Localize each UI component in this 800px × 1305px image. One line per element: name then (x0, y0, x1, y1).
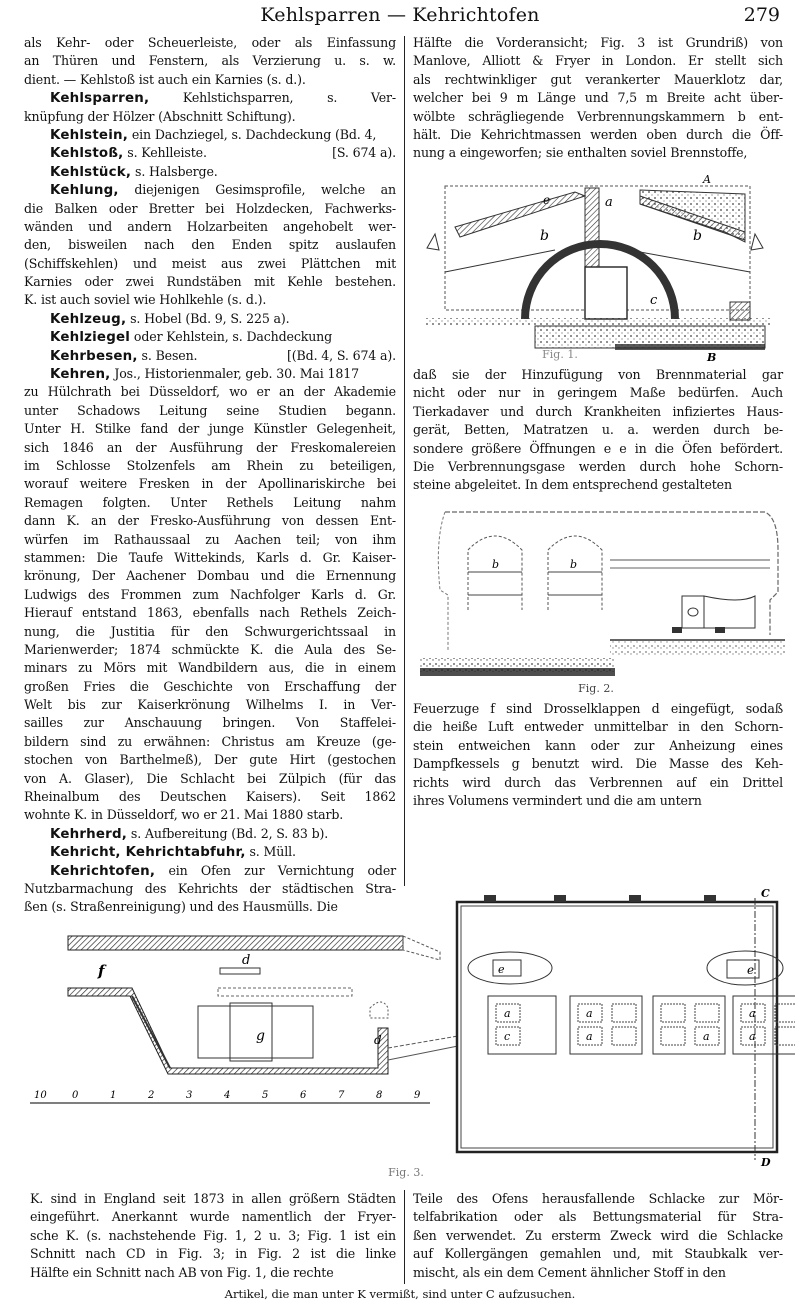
text-line (24, 144, 396, 162)
text-line: hält. Die Kehrichtmassen werden oben durch die Öff- (413, 126, 783, 142)
entry-continuation: [(Bd. 4, S. 674 a). (287, 347, 396, 363)
text-line: unter Schadows Leitung seine Studien begann. (24, 402, 396, 418)
fig3-label-e-right: e (747, 963, 755, 977)
scale-tick-label: 4 (224, 1090, 231, 1101)
entry-text: ein Ofen zur Vernichtung oder (155, 862, 396, 878)
text-line: Rheinalbum des Deutschen Kaisers). Seit 1862 (24, 789, 396, 805)
fig3-label-d-right: d (374, 1033, 382, 1047)
text-line: im Schlosse Stolzenfels am Rhein zu beteiligen, (24, 457, 396, 473)
entry-text: oder Kehlstein, s. Dachdeckung (130, 329, 333, 345)
figure-2-caption: Fig. 2. (578, 682, 614, 695)
fig1-label-e: e (543, 193, 551, 207)
right-column-text-mid (413, 366, 783, 495)
text-line: telfabrikation oder als Bettungsmaterial für Stra- (413, 1209, 783, 1225)
text-line: stein entweichen kann oder zur Anheizung eines (413, 737, 783, 753)
text-line: Teile des Ofens herausfallende Schlacke zur Mör- (413, 1191, 783, 1206)
entry-text: s. Aufbereitung (Bd. 2, S. 83 b). (127, 825, 329, 841)
text-line: stammen: Die Taufe Wittekinds, Karls d. Gr. Kaiser- (24, 549, 396, 565)
fig3-label-C: C (761, 887, 770, 900)
fig1-label-A: A (703, 173, 711, 186)
entry-text: s. Müll. (245, 844, 296, 860)
text-line: ihres Volumens vermindert und die am untern (413, 792, 702, 808)
left-column-text (24, 34, 396, 917)
text-line: Marienwerder; 1874 schmückte K. die Aula des Se- (24, 641, 396, 657)
text-line: ßen verwendet. Zu ersterm Zweck wird die Schlacke (413, 1227, 783, 1243)
opening-cell (695, 1004, 719, 1022)
text-line: Dampfkessels g benutzt wird. Die Masse des Keh- (413, 756, 783, 772)
text-line: Karnies oder zwei Rundstäben mit Kehle bestehen. (24, 274, 396, 290)
text-line: dient. — Kehlstoß ist auch ein Karnies (s. d.). (24, 71, 306, 87)
fig1-label-a: a (605, 195, 613, 210)
text-line: Remagen folgten. Unter Rethels Leitung nahm (24, 494, 396, 510)
entry-text: s. Kehlleiste. (123, 145, 207, 161)
text-line: dann K. an der Fresko-Ausführung von dessen Ent- (24, 513, 396, 529)
opening-cell (661, 1004, 685, 1022)
scale-tick-label: 2 (148, 1090, 155, 1101)
figure-3-caption: Fig. 3. (388, 1166, 424, 1179)
text-line: auf Kollergängen gemahlen und, mit Staubkalk ver- (413, 1246, 783, 1262)
text-line (24, 181, 396, 199)
text-line (24, 862, 396, 880)
figure-1-section-drawing (425, 172, 775, 362)
text-line: K. sind in England seit 1873 in allen größern Städten (30, 1191, 396, 1206)
scale-tick-label: 0 (72, 1090, 79, 1101)
scale-tick-label: 1 (110, 1090, 117, 1101)
entry-text: s. Besen. (137, 347, 198, 363)
text-line: knüpfung der Hölzer (Abschnitt Schiftung). (24, 108, 296, 124)
entry-continuation: [S. 674 a). (332, 145, 396, 161)
text-line: (Schiffskehlen) und meist aus zwei Plättchen mit (24, 255, 396, 271)
fig3-label-g: g (256, 1028, 265, 1044)
text-line (24, 328, 396, 346)
fig3-label-a: a (703, 1030, 710, 1043)
figure-2-front-view (410, 500, 785, 680)
right-column-text-top (413, 34, 783, 163)
footer-note: Artikel, die man unter K vermißt, sind unter C aufzusuchen. (224, 1287, 576, 1301)
opening-cell (612, 1004, 636, 1022)
scale-tick-label: 9 (414, 1090, 421, 1101)
entry-text: s. Halsberge. (131, 163, 218, 179)
entry-headword: Kehrbesen, (50, 348, 138, 364)
text-line: wänden und andern Holzarbeiten angehobelt wer- (24, 218, 396, 234)
right-column-text-bottom (413, 1190, 783, 1282)
text-line: nung, die Justitia für den Schwurgerichtssaal in (24, 623, 396, 639)
text-line: Unter H. Stilke fand der junge Künstler Gelegenheit, (24, 421, 396, 437)
text-line: die Balken oder Bretter bei Holzdecken, Fachwerks- (24, 200, 396, 216)
text-line: sich 1846 an der Ausführung der Freskomalereien (24, 439, 396, 455)
fig3-label-d-top: d (242, 953, 251, 968)
scale-tick-label: 7 (338, 1090, 345, 1101)
text-line: als Kehr- oder Scheuerleiste, oder als Einfassung (24, 35, 396, 50)
running-header-title: Kehlsparren — Kehrichtofen (260, 4, 540, 26)
fig1-label-b-right: b (693, 228, 702, 244)
text-line: wohnte K. in Düsseldorf, wo er 21. Mai 1880 starb. (24, 807, 344, 823)
fig1-label-c: c (650, 293, 658, 308)
text-line: welcher bei 9 m Länge und 7,5 m Breite acht über- (413, 90, 783, 106)
fig3-label-a: a (586, 1007, 593, 1020)
entry-headword: Kehrichtofen, (50, 863, 156, 879)
text-line: an Thüren und Fenstern, als Verzierung u. s. w. (24, 53, 396, 69)
entry-text: ein Dachziegel, s. Dachdeckung (Bd. 4, (128, 126, 377, 142)
text-line: Hälfte die Vorderansicht; Fig. 3 ist Grundriß) von (413, 35, 783, 50)
opening-cell (612, 1027, 636, 1045)
figure-1-caption: Fig. 1. (542, 348, 578, 361)
page-number: 279 (743, 4, 780, 26)
column-divider (404, 36, 405, 886)
text-line: eingeführt. Anerkannt wurde namentlich der Fryer- (30, 1209, 396, 1225)
text-line: bildern sind zu erwähnen: Christus am Kreuze (ge- (24, 733, 396, 749)
text-line: daß sie der Hinzufügung von Brennmaterial gar (413, 367, 783, 382)
text-line: als rechtwinkliger gut verankerter Mauerklotz dar, (413, 71, 783, 87)
text-line (24, 126, 396, 144)
scale-tick-label: 8 (376, 1090, 383, 1101)
fig3-label-a: a (504, 1007, 511, 1020)
text-line: K. ist auch soviel wie Hohlkehle (s. d.). (24, 292, 267, 308)
fig1-label-B: B (707, 351, 717, 362)
entry-headword: Kehlstoß, (50, 146, 124, 162)
entry-text: Jos., Historienmaler, geb. 30. Mai 1817 (110, 366, 359, 382)
right-column-text-lower (413, 700, 783, 810)
text-line: minars zu Mörs mit Wandbildern aus, die in einem (24, 660, 396, 676)
text-line: von A. Glaser), Die Schlacht bei Zülpich (für das (24, 770, 396, 786)
anchor-peg (629, 895, 641, 902)
text-line: Manlove, Alliott & Fryer in London. Er stellt sich (413, 53, 783, 69)
entry-headword: Kehlsparren, (50, 91, 150, 107)
anchor-peg (704, 895, 716, 902)
fig3-label-a: a (749, 1007, 756, 1020)
text-line (24, 310, 396, 328)
text-line: gerät, Betten, Matratzen u. a. werden durch be- (413, 422, 783, 438)
text-line: worauf weitere Fresken in der Apollinariskirche bei (24, 476, 396, 492)
text-line: würfen im Rathaussaal zu Aachen teil; von ihm (24, 531, 396, 547)
fig3-scale-bar (34, 1090, 421, 1101)
text-line: ßen (s. Straßenreinigung) und des Hausmülls. Die (24, 899, 338, 915)
fig3-label-c: c (504, 1030, 511, 1043)
entry-headword: Kehricht, Kehrichtabfuhr, (50, 845, 246, 861)
entry-headword: Kehlziegel (50, 330, 131, 346)
figure-3-ground-plan (20, 886, 795, 1168)
entry-text: s. Hobel (Bd. 9, S. 225 a). (126, 310, 290, 326)
entry-headword: Kehlstück, (50, 164, 132, 180)
entry-headword: Kehlung, (50, 183, 119, 199)
anchor-peg (554, 895, 566, 902)
entry-text: diejenigen Gesimsprofile, welche an (118, 182, 396, 198)
left-column-text-bottom (30, 1190, 396, 1282)
text-line (24, 825, 396, 843)
fig2-label-b-2: b (570, 558, 578, 571)
scale-tick-label: 10 (34, 1090, 47, 1101)
text-line (24, 347, 396, 365)
entry-headword: Kehrherd, (50, 826, 128, 842)
text-line: richts wird durch das Verbrennen auf ein Drittel (413, 774, 783, 790)
text-line (24, 89, 396, 107)
text-line: Welt bis zur Kaiserkrönung Wilhelms I. in Ver- (24, 697, 396, 713)
column-divider-bottom (404, 1190, 405, 1284)
text-line: Nutzbarmachung des Kehrichts der städtischen Stra- (24, 880, 396, 896)
text-line: Feuerzuge f sind Drosselklappen d eingefügt, sodaß (413, 701, 783, 716)
fig1-label-b-left: b (540, 228, 549, 244)
fig3-label-a: a (586, 1030, 593, 1043)
scale-tick-label: 5 (262, 1090, 269, 1101)
text-line: Tierkadaver und durch Krankheiten infiziertes Haus- (413, 403, 783, 419)
entry-headword: Kehlstein, (50, 127, 129, 143)
text-line: stochen von Barthelmeß), Der gute Hirt (gestochen (24, 752, 396, 768)
text-line: krönung, Der Aachener Dombau und die Ernennung (24, 568, 396, 584)
text-line: sche K. (s. nachstehende Fig. 1, 2 u. 3; Fig. 1 ist ein (30, 1227, 396, 1243)
fig3-label-e-left: e (498, 963, 505, 976)
text-line: Hierauf entstand 1863, ebenfalls nach Rethels Zeich- (24, 605, 396, 621)
text-line (24, 843, 396, 861)
text-line: Die Verbrennungsgase werden durch hohe Schorn- (413, 458, 783, 474)
text-line: großen Fries die Geschichte von Erschaffung der (24, 678, 396, 694)
fig3-label-f: f (98, 962, 105, 980)
scale-tick-label: 6 (300, 1090, 307, 1101)
fig3-label-a: a (749, 1030, 756, 1043)
text-line: steine abgeleitet. In dem entsprechend gestalteten (413, 477, 732, 493)
text-line: wölbte schrägliegende Verbrennungskammern b ent- (413, 108, 783, 124)
text-line: zu Hülchrath bei Düsseldorf, wo er an der Akademie (24, 384, 396, 400)
text-line: sailles zur Anschauung bringen. Von Staffelei- (24, 715, 396, 731)
fig3-label-D: D (761, 1156, 771, 1168)
text-line: Hälfte ein Schnitt nach AB von Fig. 1, die rechte (30, 1264, 334, 1280)
text-line: sondere größere Öffnungen e e in die Öfen befördert. (413, 440, 783, 456)
text-line: mischt, als ein dem Cement ähnlicher Stoff in den (413, 1264, 726, 1280)
text-line: Schnitt nach CD in Fig. 3; in Fig. 2 ist die linke (30, 1246, 396, 1262)
scale-tick-label: 3 (186, 1090, 193, 1101)
text-line: den, bisweilen nach den Enden spitz auslaufen (24, 237, 396, 253)
fig2-label-b-1: b (492, 558, 500, 571)
text-line (24, 163, 396, 181)
text-line: nung a eingeworfen; sie enthalten soviel Brennstoffe, (413, 145, 748, 161)
entry-text: Kehlstichsparren, s. Ver- (149, 90, 396, 106)
anchor-peg (484, 895, 496, 902)
text-line: nicht oder nur in geringem Maße bedürfen. Auch (413, 385, 783, 401)
opening-cell (661, 1027, 685, 1045)
entry-headword: Kehren, (50, 367, 111, 383)
text-line: Ludwigs des Frommen zum Nachfolger Karls d. Gr. (24, 586, 396, 602)
text-line (24, 365, 396, 383)
text-line: die heiße Luft entweder unmittelbar in den Schorn- (413, 719, 783, 735)
entry-headword: Kehlzeug, (50, 311, 127, 327)
